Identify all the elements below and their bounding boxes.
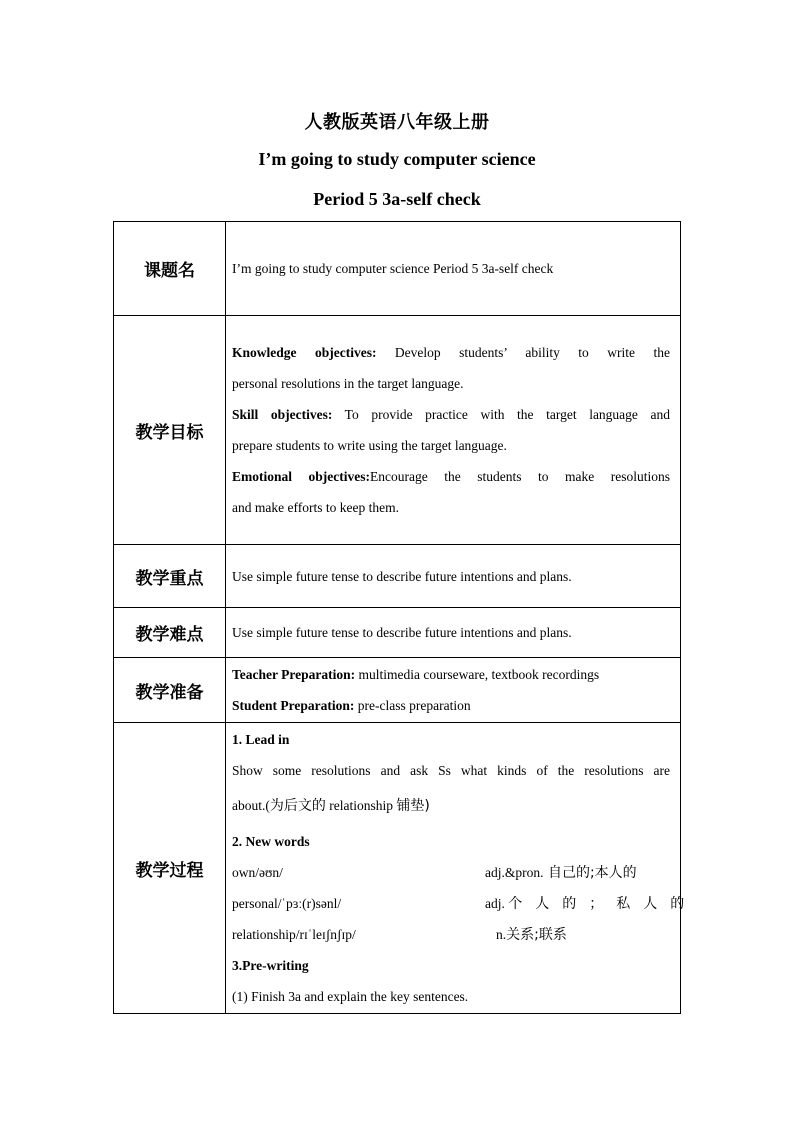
content-objectives xyxy=(226,316,681,545)
vocab-word: own/əʊn/ xyxy=(232,865,283,880)
document-title-cn: 人教版英语八年级上册 xyxy=(304,112,490,133)
label-objectives: 教学目标 xyxy=(114,316,226,545)
skill-text-2: prepare students to write using the target language. xyxy=(232,438,507,453)
skill-title: Skill objectives: xyxy=(232,407,333,422)
vocab-word: relationship/rɪˈleɪʃnʃɪp/ xyxy=(232,927,356,942)
row-difficulties xyxy=(114,608,681,658)
topic-text: I’m going to study computer science Period 5 3a-self check xyxy=(232,261,554,276)
emotional-title: Emotional objectives: xyxy=(232,469,370,484)
step1-text-1: Show some resolutions and ask Ss what kinds of the resolutions are xyxy=(232,763,670,778)
student-prep-line xyxy=(232,690,670,721)
vocab-meaning xyxy=(485,888,698,920)
teacher-prep-title: Teacher Preparation: xyxy=(232,667,356,682)
vocab-word: personal/ˈpɜː(r)sənl/ xyxy=(232,896,342,911)
vocab-row-personal xyxy=(232,888,698,919)
vocab-meaning-cn: 自己的;本人的 xyxy=(543,865,637,881)
label-difficulties: 教学难点 xyxy=(114,608,226,658)
step3-title: 3.Pre-writing xyxy=(232,958,309,973)
label-process: 教学过程 xyxy=(114,723,226,1014)
row-preparation xyxy=(114,658,681,723)
step2-title: 2. New words xyxy=(232,834,310,849)
vocab-meaning xyxy=(496,919,567,951)
document-title-en: I’m going to study computer science xyxy=(258,149,536,169)
vocab-meaning-en: adj.&pron. xyxy=(485,865,544,880)
content-topic xyxy=(226,222,681,316)
row-process xyxy=(114,723,681,1014)
lesson-plan-table xyxy=(113,221,698,1014)
knowledge-text-1: Develop students’ ability to write the xyxy=(376,345,670,360)
label-key-points: 教学重点 xyxy=(114,545,226,608)
label-preparation: 教学准备 xyxy=(114,658,226,723)
skill-line-1 xyxy=(232,399,670,430)
row-objectives xyxy=(114,316,681,545)
step1-text-2c: relationship xyxy=(325,798,397,813)
teacher-prep-line xyxy=(232,659,670,690)
content-difficulties xyxy=(226,608,681,658)
vocab-row-own xyxy=(232,857,670,888)
vocab-meaning-en: n. xyxy=(496,927,507,942)
knowledge-title: Knowledge objectives: xyxy=(232,345,377,360)
emotional-line-1 xyxy=(232,461,670,492)
step1-text-2 xyxy=(232,786,670,826)
vocab-row-relationship xyxy=(232,919,670,950)
vocab-meaning-cn: 关系;联系 xyxy=(506,927,567,943)
knowledge-text-2: personal resolutions in the target language. xyxy=(232,376,464,391)
skill-text-1: To provide practice with the target language and xyxy=(332,407,671,422)
label-topic: 课题名 xyxy=(114,222,226,316)
key-points-text: Use simple future tense to describe future intentions and plans. xyxy=(232,568,572,584)
teacher-prep-text: multimedia courseware, textbook recordings xyxy=(355,667,600,682)
row-key-points xyxy=(114,545,681,608)
knowledge-line-1 xyxy=(232,337,670,368)
step1-text-2b: 为后文的 xyxy=(269,798,326,814)
step3-text: (1) Finish 3a and explain the key sentences. xyxy=(232,989,469,1004)
step1-text-2d: 铺垫) xyxy=(396,798,430,814)
content-preparation xyxy=(226,658,681,723)
vocab-meaning xyxy=(485,857,637,889)
student-prep-title: Student Preparation: xyxy=(232,698,355,713)
document-period: Period 5 3a-self check xyxy=(313,189,481,209)
vocab-meaning-en: adj. xyxy=(485,896,505,911)
emotional-text-2: and make efforts to keep them. xyxy=(232,500,399,515)
step1-text-2a: about.( xyxy=(232,798,270,813)
emotional-text-1: Encourage the students to make resolutions xyxy=(370,469,670,484)
difficulties-text: Use simple future tense to describe future intentions and plans. xyxy=(232,625,572,640)
vocab-meaning-cn: 个人的；私人的 xyxy=(508,896,698,912)
row-topic xyxy=(114,222,681,316)
step1-title: 1. Lead in xyxy=(232,732,290,747)
student-prep-text: pre-class preparation xyxy=(354,698,471,713)
content-key-points xyxy=(226,545,681,608)
content-process xyxy=(226,723,698,1014)
